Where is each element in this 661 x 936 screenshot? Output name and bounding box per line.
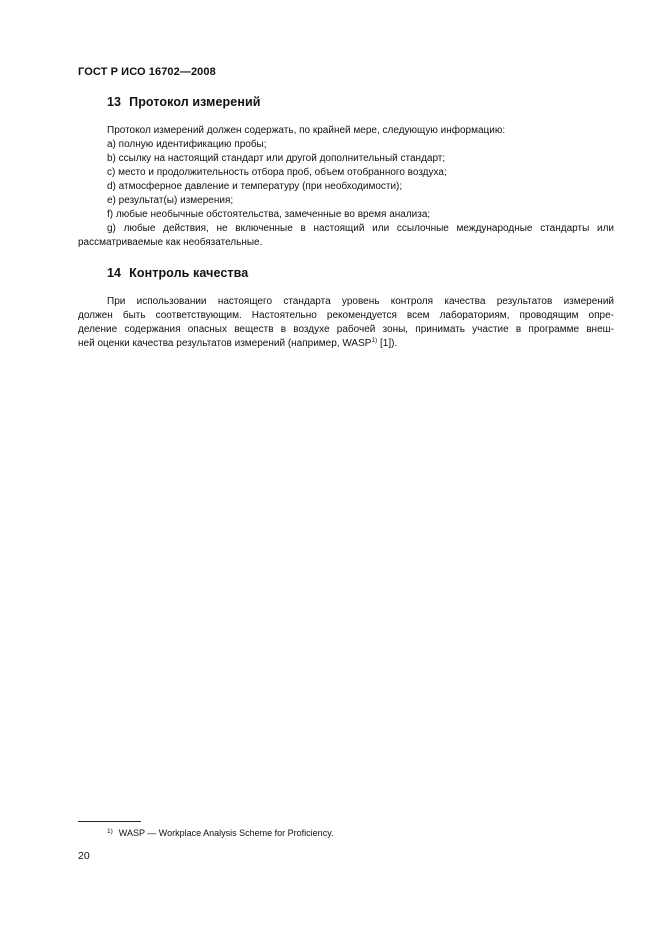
section-14-line-4 — [78, 337, 614, 351]
footnote-mark: 1) — [107, 828, 113, 835]
footnote — [107, 828, 334, 838]
list-item-e: e) результат(ы) измерения; — [107, 195, 234, 206]
list-item-g-line1: g) любые действия, не включенные в настоящий или ссылочные международные стандарты или — [107, 223, 614, 234]
section-14-number: 14 — [107, 266, 122, 280]
footnote-text: WASP — Workplace Analysis Scheme for Proficiency. — [118, 828, 334, 838]
footnote-reference[interactable]: 1) — [371, 337, 378, 344]
list-item-d: d) атмосферное давление и температуру (при необходимости); — [107, 181, 403, 192]
list-item-a: a) полную идентификацию пробы; — [107, 139, 267, 150]
section-14-title: Контроль качества — [129, 266, 249, 280]
list-item-b: b) ссылку на настоящий стандарт или другой дополнительный стандарт; — [107, 153, 446, 164]
list-item-c: c) место и продолжительность отбора проб, объем отобранного воздуха; — [107, 167, 447, 178]
section-14-body — [78, 295, 614, 351]
section-14-line-3: деление содержания опасных веществ в воздухе рабочей зоны, принимать участие в программе внеш- — [78, 324, 614, 335]
list-item-f: f) любые необычные обстоятельства, замеченные во время анализа; — [107, 209, 431, 220]
document-header: ГОСТ Р ИСО 16702—2008 — [78, 66, 216, 78]
section-13-heading — [107, 95, 261, 109]
section-14-line-4-text: ней оценки качества результатов измерений (например, WASP — [78, 338, 372, 349]
footnote-divider — [78, 821, 141, 822]
section-13-body — [78, 124, 614, 250]
section-14-line-2: должен быть соответствующим. Настоятельно рекомендуется всем лабораториям, проводящим опре- — [78, 310, 614, 321]
section-14-line-1: При использовании настоящего стандарта уровень контроля качества результатов измерений — [107, 296, 614, 307]
section-14-heading — [107, 266, 248, 280]
section-13-number: 13 — [107, 95, 122, 109]
section-13-intro: Протокол измерений должен содержать, по крайней мере, следующую информацию: — [107, 125, 506, 136]
list-item-g-line2: рассматриваемые как необязательные. — [78, 237, 263, 248]
section-13-title: Протокол измерений — [129, 95, 261, 109]
page-number: 20 — [78, 850, 90, 862]
section-14-line-4-end: [1]). — [377, 338, 398, 349]
